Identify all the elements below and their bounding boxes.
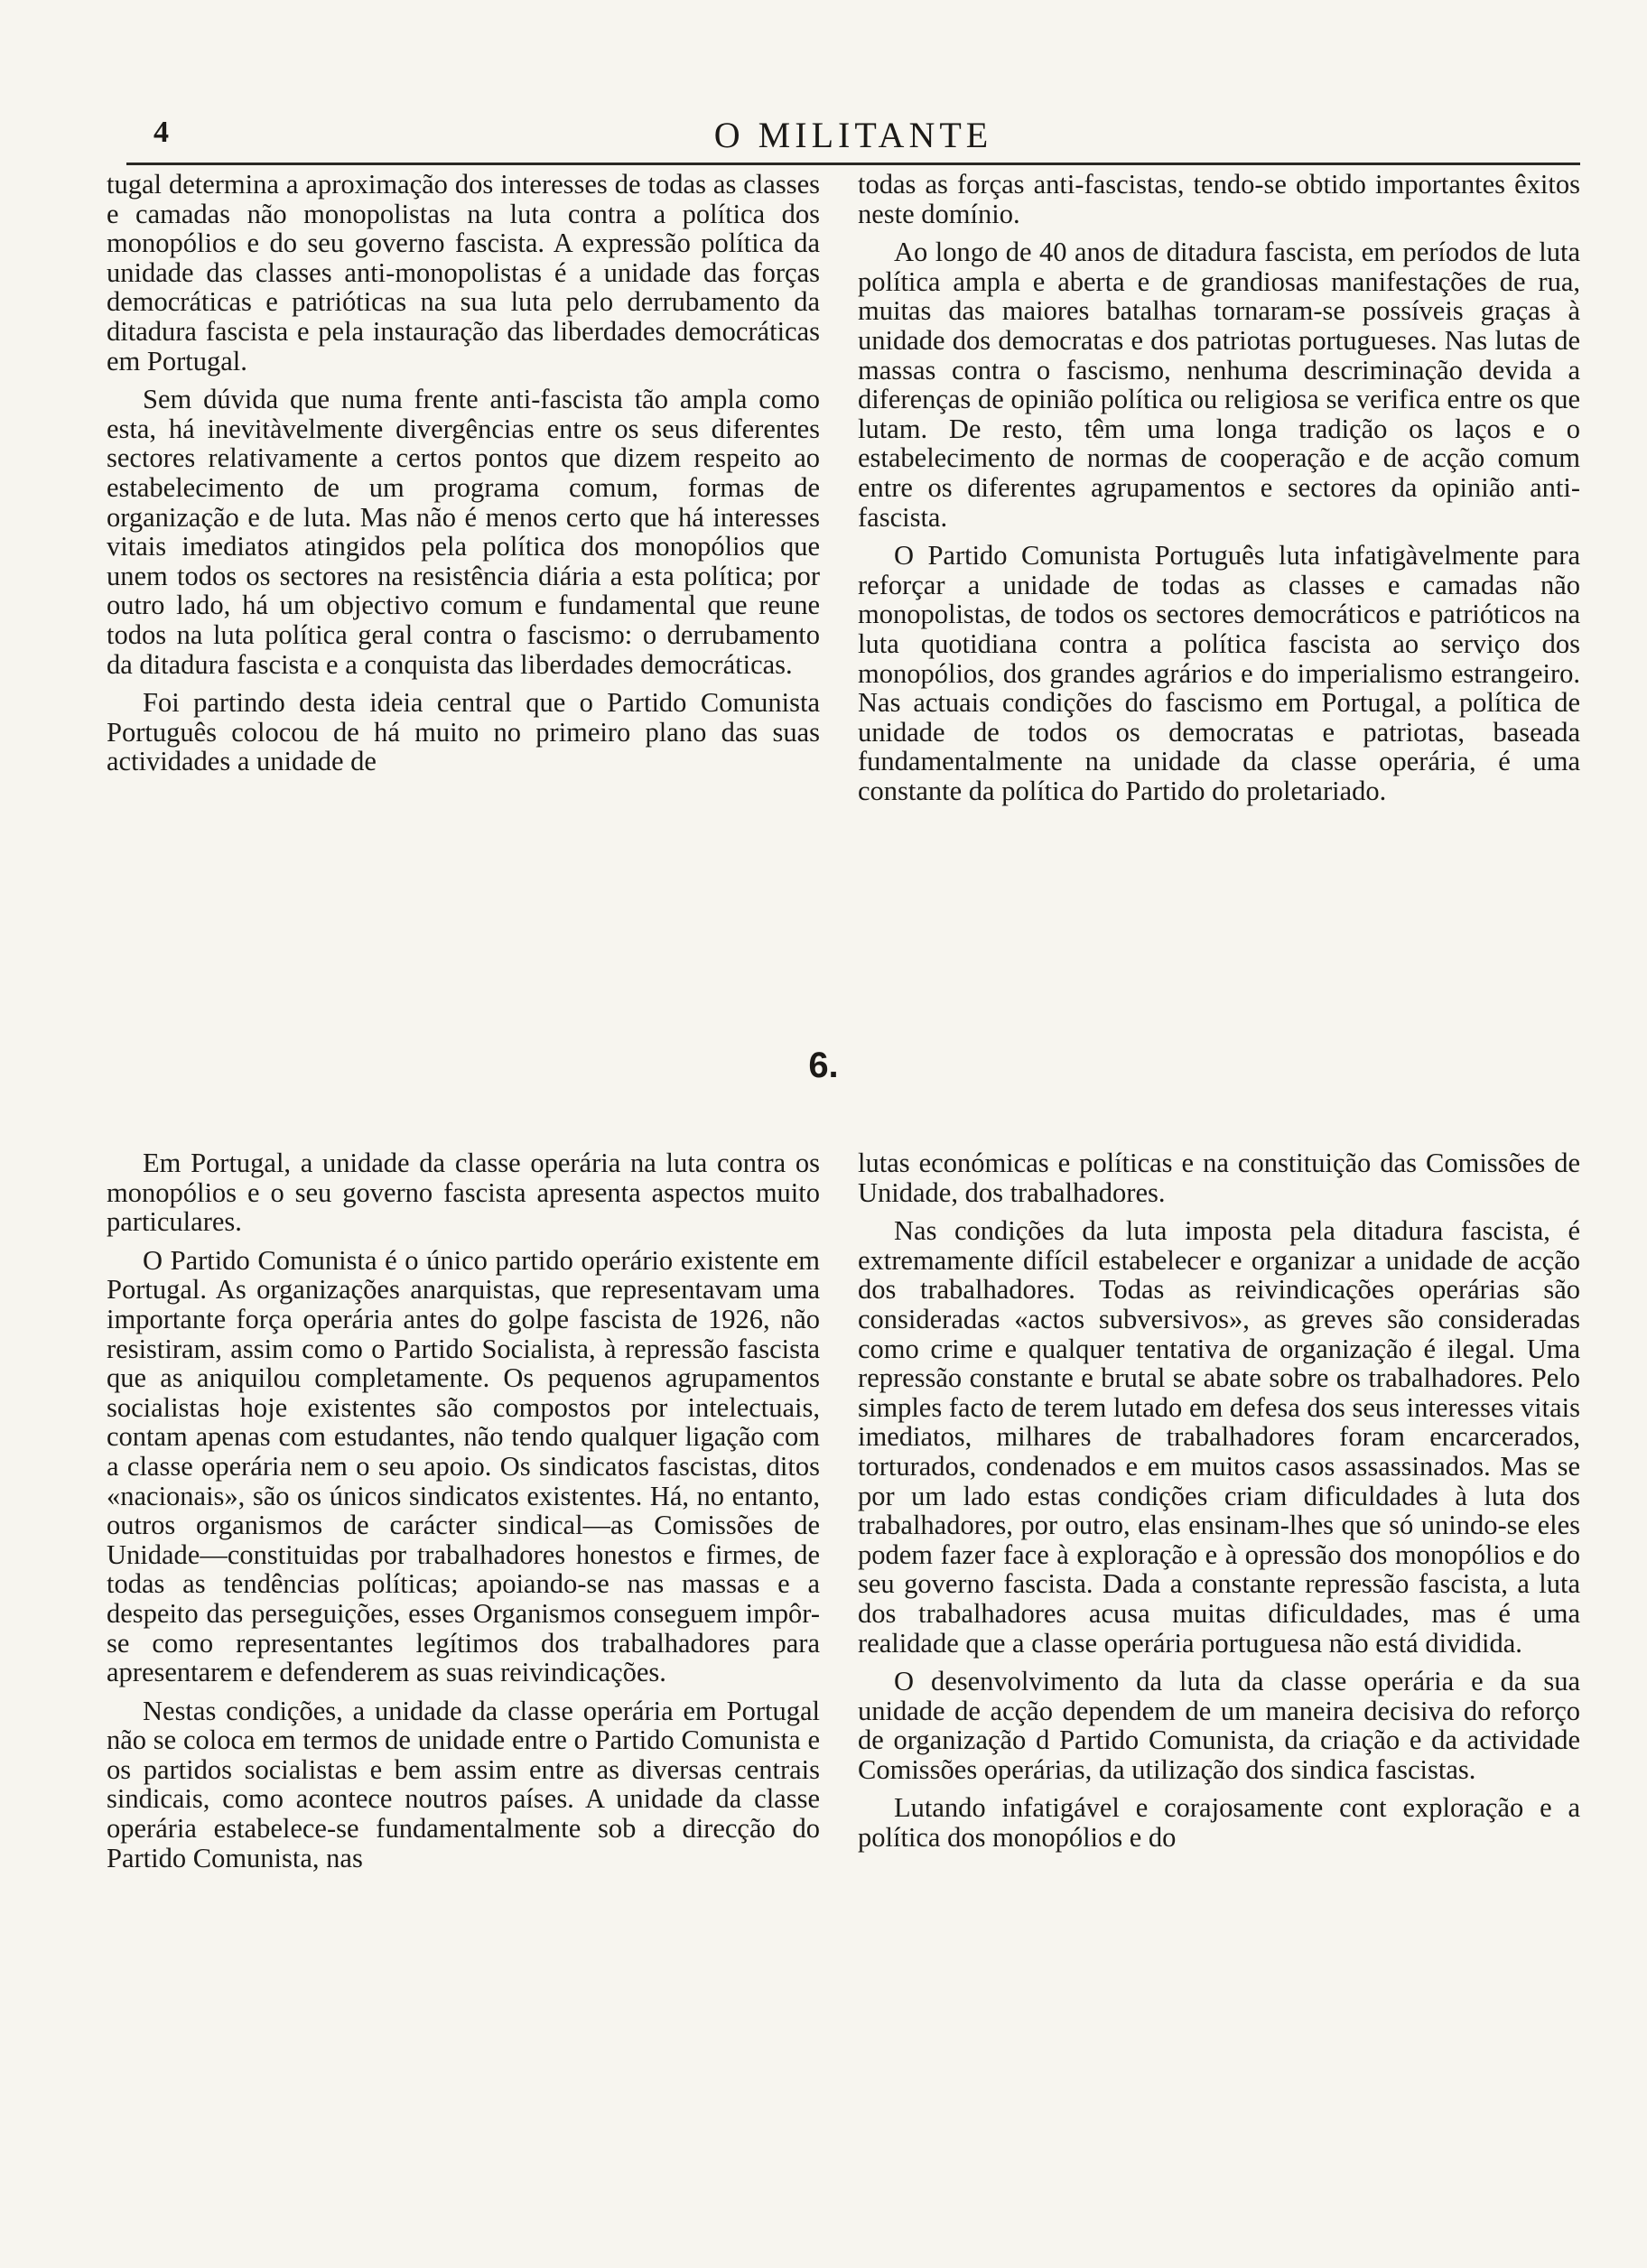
- column-bottom-right: [858, 1148, 1580, 1862]
- header-rule: [126, 163, 1580, 165]
- page-number: 4: [154, 116, 169, 149]
- paragraph: O Partido Comunista é o único partido operário existente em Portugal. As organizações anarquistas, que representavam uma importante força operária antes do golpe fascista de 1926, não resistiram, assim como o Partido Socialista, à repressão fascista que as aniquilou completamente. Os pequenos agrupamentos socialistas hoje existentes são compostos por intelectuais, contam apenas com estudantes, não tendo qualquer ligação com a classe operária nem o seu apoio. Os sindicatos fascistas, ditos «nacionais», são os únicos sindicatos existentes. Há, no entanto, outros organismos de carácter sindical—as Comissões de Unidade—constituidas por trabalhadores honestos e firmes, de todas as tendências políticas; apoiando-se nas massas e a despeito das perseguições, esses Organismos conseguem impôr-se como representantes legítimos dos trabalhadores para apresentarem e defenderem as suas reivindicações.: [107, 1244, 820, 1688]
- paragraph: Ao longo de 40 anos de ditadura fascista, em períodos de luta política ampla e aberta e de grandiosas manifestações de rua, muitas das maiores batalhas tornaram-se possíveis graças à unidade dos democratas e dos patriotas portugueses. Nas lutas de massas contra o fascismo, nenhuma descriminação devida a diferenças de opinião política ou religiosa se verifica entre os que lutam. De resto, têm uma longa tradição os laços e o estabelecimento de normas de cooperação e de acção comum entre os diferentes agrupamentos e sectores da opinião anti-fascista.: [858, 237, 1580, 533]
- paragraph: Nas condições da luta imposta pela ditadura fascista, é extremamente difícil estabelecer e organizar a unidade de acção dos trabalhadores. Todas as reivindicações operárias são consideradas «actos subversivos», as greves são consideradas como crime e qualquer tentativa de organização é ilegal. Uma repressão constante e brutal se abate sobre os trabalhadores. Pelo simples facto de terem lutado em defesa dos seus interesses vitais imediatos, milhares de trabalhadores foram encarcerados, torturados, condenados e em muitos casos assassinados. Mas se por um lado estas condições criam dificuldades à luta dos trabalhadores, por outro, elas ensinam-lhes que só unindo-se eles podem fazer face à exploração e à opressão dos monopólios e do seu governo fascista. Dada a constante repressão fascista, a luta dos trabalhadores acusa muitas dificuldades, mas é uma realidade que a classe operária portuguesa não está dividida.: [858, 1215, 1580, 1659]
- journal-title: O MILITANTE: [713, 115, 993, 155]
- section-number: 6.: [808, 1046, 839, 1085]
- paragraph: tugal determina a aproximação dos interesses de todas as classes e camadas não monopolistas na luta contra a política dos monopólios e do seu governo fascista. A expressão política da unidade das classes anti-monopolistas é a unidade das forças democráticas e patrióticas na sua luta pelo derrubamento da ditadura fascista e pela instauração das liberdades democráticas em Portugal.: [107, 169, 820, 376]
- paragraph: todas as forças anti-fascistas, tendo-se obtido importantes êxitos neste domínio.: [858, 169, 1580, 229]
- paragraph: O Partido Comunista Português luta infatigàvelmente para reforçar a unidade de todas as classes e camadas não monopolistas, de todos os sectores democráticos e patrióticos na luta quotidiana contra a política fascista ao serviço dos monopólios, dos grandes agrários e do imperialismo estrangeiro. Nas actuais condições do fascismo em Portugal, a política de unidade de todos os democratas e patriotas, baseada fundamentalmente na unidade da classe operária, é uma constante da política do Partido do proletariado.: [858, 540, 1580, 806]
- column-top-right: [858, 170, 1580, 814]
- paragraph: Lutando infatigável e corajosamente cont exploração e a política dos monopólios e do: [858, 1792, 1580, 1854]
- page-header: [126, 108, 1580, 163]
- column-top-left: [107, 170, 820, 785]
- column-bottom-left: [107, 1148, 820, 1882]
- paragraph: Sem dúvida que numa frente anti-fascista tão ampla como esta, há inevitàvelmente divergências entre os seus diferentes sectores relativamente a certos pontos que dizem respeito ao estabelecimento de um programa comum, formas de organização e de luta. Mas não é menos certo que há interesses vitais imediatos atingidos pela política dos monopólios que unem todos os sectores na resistência diária a esta política; por outro lado, há um objectivo comum e fundamental que reune todos na luta política geral contra o fascismo: o derrubamento da ditadura fascista e a conquista das liberdades democráticas.: [107, 384, 820, 680]
- paragraph: O desenvolvimento da luta da classe operária e da sua unidade de acção dependem de um maneira decisiva do reforço de organização d Partido Comunista, da criação e da actividade Comissões operárias, da utilização dos sindica fascistas.: [858, 1666, 1580, 1785]
- paragraph: lutas económicas e políticas e na constituição das Comissões de Unidade, dos trabalhadores.: [858, 1148, 1580, 1208]
- paragraph: Em Portugal, a unidade da classe operária na luta contra os monopólios e o seu governo fascista apresenta aspectos muito particulares.: [107, 1148, 820, 1238]
- paragraph: Nestas condições, a unidade da classe operária em Portugal não se coloca em termos de unidade entre o Partido Comunista e os partidos socialistas e bem assim entre as diversas centrais sindicais, como acontece noutros países. A unidade da classe operária estabelece-se fundamentalmente sob a direcção do Partido Comunista, nas: [107, 1695, 820, 1873]
- paragraph: Foi partindo desta ideia central que o Partido Comunista Português colocou de há muito no primeiro plano das suas actividades a unidade de: [107, 687, 820, 777]
